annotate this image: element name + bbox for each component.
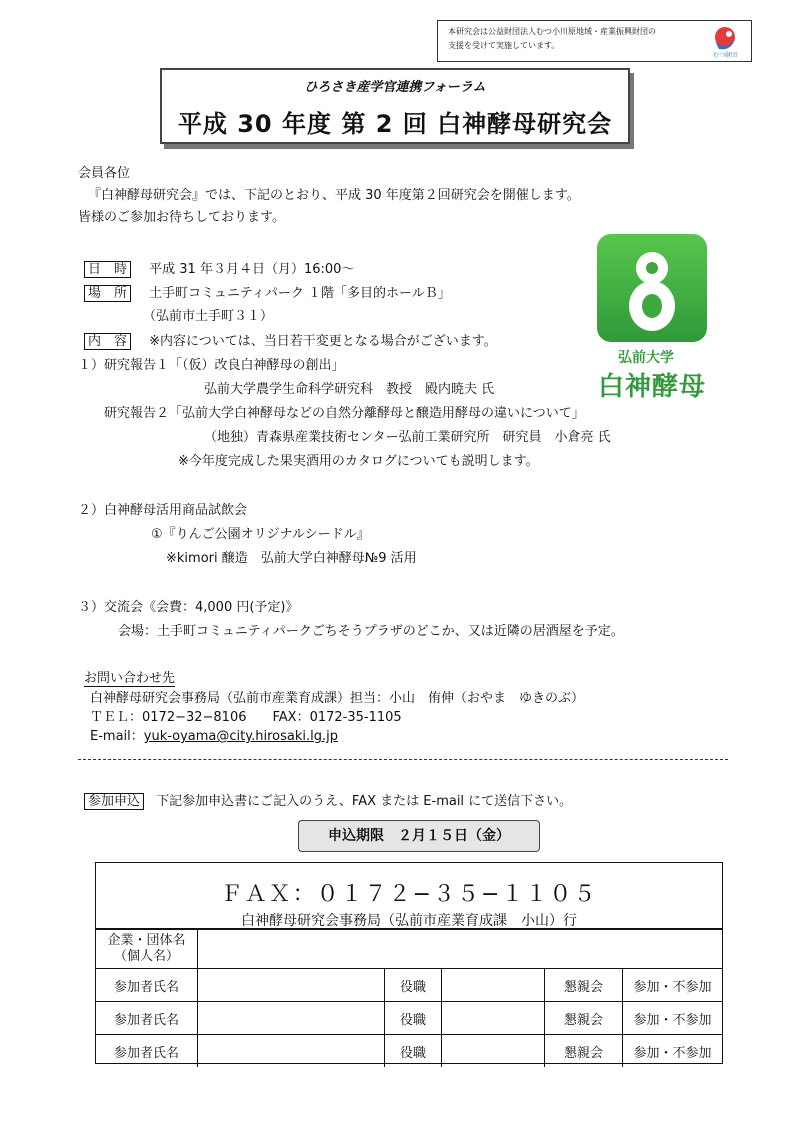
form-header xyxy=(96,863,722,929)
contact-heading-text: お問い合わせ先 xyxy=(84,671,176,686)
party-choice[interactable]: 参加・不参加 xyxy=(623,1002,723,1035)
company-input[interactable] xyxy=(198,930,723,969)
contact-tel-fax: ＴＥＬ：0172−32−8106 FAX：0172-35-1105 xyxy=(90,710,402,725)
program-item-3-detail: 会場：土手町コミュニティパークごちそうプラザのどこか、又は近隣の居酒屋を予定。 xyxy=(118,624,624,639)
party-choice[interactable]: 参加・不参加 xyxy=(623,1035,723,1068)
yeast-icon xyxy=(597,234,707,342)
company-label xyxy=(96,930,198,969)
email-link[interactable]: yuk-oyama@city.hirosaki.lg.jp xyxy=(143,729,338,744)
page-title: 平成 30 年度 第 2 回 白神酵母研究会 xyxy=(177,110,613,138)
program-item-1b-speaker: （地独）青森県産業技術センター弘前工業研究所 研究員 小倉亮 氏 xyxy=(204,430,611,445)
company-row xyxy=(96,930,722,969)
application-label: 参加申込 xyxy=(84,793,144,810)
sponsor-logo xyxy=(707,23,743,59)
participant-name-input[interactable] xyxy=(198,1035,385,1068)
deadline-badge: 申込期限 ２月１５日（金） xyxy=(298,820,540,852)
date-row xyxy=(84,261,354,279)
program-item-2-product: ①『りんご公園オリジナルシードル』 xyxy=(151,527,370,542)
place-label: 場 所 xyxy=(84,285,131,302)
intro-line-1: 『白神酵母研究会』では、下記のとおり、平成 30 年度第２回研究会を開催します。 xyxy=(88,188,580,203)
content-label: 内 容 xyxy=(84,333,131,350)
party-label: 懇親会 xyxy=(545,1002,623,1035)
sponsor-line-1: 本研究会は公益財団法人むつ小川原地域・産業振興財団の xyxy=(448,27,656,36)
place-address: （弘前市土手町３１） xyxy=(143,309,274,324)
program-item-1: １）研究報告１「（仮）改良白神酵母の創出」 xyxy=(78,358,345,373)
company-label-line-1: 企業・団体名 xyxy=(107,933,186,948)
program-item-2: ２）白神酵母活用商品試飲会 xyxy=(78,503,248,518)
party-choice[interactable]: 参加・不参加 xyxy=(623,969,723,1002)
company-label-line-2: （個人名） xyxy=(113,949,179,964)
content-note: ※内容については、当日若干変更となる場合がございます。 xyxy=(149,334,497,349)
program-item-1b: 研究報告２「弘前大学白神酵母などの自然分離酵母と醸造用酵母の違いについて」 xyxy=(104,406,585,421)
logo-name: 白神酵母 xyxy=(598,372,707,402)
position-label: 役職 xyxy=(385,1035,442,1068)
participant-name-input[interactable] xyxy=(198,1002,385,1035)
application-form xyxy=(95,862,723,1064)
place-value: 土手町コミュニティパーク １階「多目的ホールＢ」 xyxy=(149,286,451,301)
date-value: 平成 31 年３月４日（月）16:00～ xyxy=(149,262,355,277)
party-label: 懇親会 xyxy=(545,1035,623,1068)
date-label: 日 時 xyxy=(84,261,131,278)
participant-row xyxy=(96,1002,722,1035)
position-input[interactable] xyxy=(442,1035,545,1068)
position-label: 役職 xyxy=(385,969,442,1002)
shirakami-yeast-logo xyxy=(597,234,707,342)
logo-caption: 弘前大学 xyxy=(618,350,674,366)
forum-subtitle: ひろさき産学官連携フォーラム xyxy=(304,80,486,95)
place-row xyxy=(84,285,451,303)
email-label: E-mail： xyxy=(90,729,144,744)
form-fax-number: ＦＡＸ：０１７２−３５−１１０５ xyxy=(220,882,598,907)
application-row xyxy=(84,793,572,811)
participant-row xyxy=(96,969,722,1002)
position-input[interactable] xyxy=(442,969,545,1002)
contact-heading xyxy=(84,670,175,688)
content-row xyxy=(84,333,497,351)
sponsor-logo-icon xyxy=(707,23,743,59)
form-table xyxy=(96,929,722,1067)
participant-row xyxy=(96,1035,722,1068)
program-item-1-speaker: 弘前大学農学生命科学研究科 教授 殿内暁夫 氏 xyxy=(204,382,495,397)
participant-name-label: 参加者氏名 xyxy=(96,1035,198,1068)
sponsor-notice xyxy=(437,20,752,62)
program-item-1b-note: ※今年度完成した果実酒用のカタログについても説明します。 xyxy=(178,454,539,469)
participant-name-input[interactable] xyxy=(198,969,385,1002)
position-input[interactable] xyxy=(442,1002,545,1035)
cut-line xyxy=(78,759,728,760)
sponsor-line-2: 支援を受けて実施しています。 xyxy=(448,41,560,50)
intro-line-2: 皆様のご参加お待ちしております。 xyxy=(78,210,285,225)
participant-name-label: 参加者氏名 xyxy=(96,1002,198,1035)
sponsor-logo-text: むつ財団 xyxy=(712,52,738,59)
form-recipient: 白神酵母研究会事務局（弘前市産業育成課 小山）行 xyxy=(241,913,577,929)
program-item-3: ３）交流会《会費：4,000 円(予定)》 xyxy=(78,600,299,615)
position-label: 役職 xyxy=(385,1002,442,1035)
greeting: 会員各位 xyxy=(78,166,131,181)
application-text: 下記参加申込書にご記入のうえ、FAX または E-mail にて送信下さい。 xyxy=(156,794,573,809)
program-item-2-note: ※kimori 醸造 弘前大学白神酵母№9 活用 xyxy=(166,551,417,566)
contact-office: 白神酵母研究会事務局（弘前市産業育成課）担当：小山 侑伸（おやま ゆきのぶ） xyxy=(90,691,585,706)
title-banner xyxy=(160,68,630,144)
contact-email-row xyxy=(90,728,338,746)
party-label: 懇親会 xyxy=(545,969,623,1002)
participant-name-label: 参加者氏名 xyxy=(96,969,198,1002)
